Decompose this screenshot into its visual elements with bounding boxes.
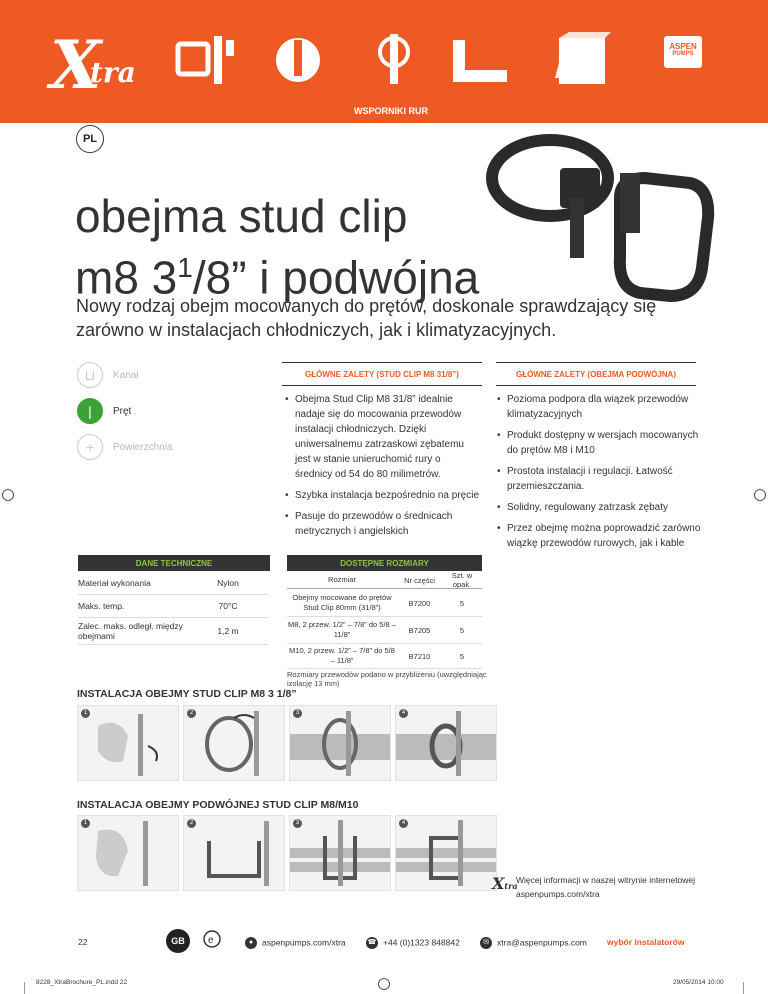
category-tag: WSPORNIKI RUR	[350, 104, 432, 118]
benefits-double-heading: GŁÓWNE ZALETY (OBEJMA PODWÓJNA)	[496, 362, 696, 386]
install-step-image: 3	[289, 705, 391, 781]
footer-phone[interactable]: ☎ +44 (0)1323 848842	[367, 937, 460, 948]
install-step-image: 4	[395, 705, 497, 781]
table-row: Materiał wykonania Nylon	[78, 572, 268, 595]
queens-award-icon	[202, 929, 222, 955]
benefits-double-list	[497, 392, 702, 557]
phone-icon: ☎	[366, 937, 378, 949]
install-step-image: 1	[77, 705, 179, 781]
install-step-image: 2	[183, 705, 285, 781]
cover-block-icon	[555, 30, 615, 90]
globe-icon: ●	[245, 937, 257, 949]
pump-icon	[170, 30, 240, 90]
table-row: Obejmy mocowane do prętów Stud Clip 80mm (31/8”) B7200 5	[287, 590, 482, 617]
svg-text:e: e	[208, 935, 214, 946]
duct-icon: ⊔	[77, 362, 103, 388]
table-row: Zalec. maks. odległ. między obejmami 1,2 m	[78, 618, 268, 645]
benefits-stud-list	[285, 392, 480, 545]
page-title: obejma stud clip m8 $3^1/8$” i podwójna	[75, 190, 480, 304]
install-stud-title: INSTALACJA OBEJMY STUD CLIP M8 3 1/8”	[77, 688, 297, 700]
tank-icon	[270, 30, 330, 90]
gb-badge: GB	[166, 929, 190, 953]
footer-web[interactable]: ● aspenpumps.com/xtra	[245, 937, 346, 949]
stud-clip-icon	[370, 30, 420, 90]
crop-mark	[743, 982, 744, 994]
install-step-image: 2	[183, 815, 285, 891]
surface-icon: +	[77, 434, 103, 460]
list-item: • Pozioma podpora dla wiązek przewodów klimatyzacyjnych	[497, 392, 702, 422]
print-date-label: 29/05/2014 10:00	[673, 979, 724, 986]
install-step-image: 3	[289, 815, 391, 891]
table-header-row: Rozmiar Nr części Szt. w opak.	[287, 572, 482, 589]
list-item: • Solidny, regulowany zatrzask zębaty	[497, 500, 702, 515]
table-row: M10, 2 przew. 1/2” – 7/8” do 5/8 – 11/8” B7210 5	[287, 644, 482, 669]
print-file-label: 8228_XtraBrochure_PL.indd 22	[36, 979, 128, 986]
sizes-heading: DOSTĘPNE ROZMIARY	[287, 555, 482, 571]
table-row: M8, 2 przew. 1/2” – 7/8” do 5/8 – 11/8” B7205 5	[287, 617, 482, 644]
footer-email[interactable]: ✉ xtra@aspenpumps.com	[480, 937, 587, 949]
page-subtitle: Nowy rodzaj obejm mocowanych do prętów, doskonale sprawdzający się zarówno w instalacjach chłodniczych, jak i klimatyzacyjnych.	[76, 296, 657, 340]
mount-option-duct: ⊔ Kanał	[77, 362, 139, 388]
list-item: • Przez obejmę można poprowadzić zarówno wiązkę przewodów rurowych, jak i kable	[497, 521, 702, 551]
list-item: • Prostota instalacji i regulacji. Łatwość przemieszczania.	[497, 464, 702, 494]
install-double-title: INSTALACJA OBEJMY PODWÓJNEJ STUD CLIP M8/M10	[77, 799, 359, 811]
install-step-image: 4	[395, 815, 497, 891]
sizes-note: Rozmiary przewodów podano w przybliżeniu (uwzględniając izolację 13 mm)	[287, 670, 487, 688]
language-badge: PL	[76, 125, 104, 153]
mount-option-surface: + Powierzchnia	[77, 434, 172, 460]
registration-mark-icon	[378, 978, 390, 990]
registration-mark-icon	[2, 489, 14, 501]
install-step-image: 1	[77, 815, 179, 891]
registration-mark-icon	[754, 489, 766, 501]
bracket-icon	[445, 30, 515, 90]
mount-option-rod: | Pręt	[77, 398, 131, 424]
email-icon: ✉	[480, 937, 492, 949]
rod-icon: |	[77, 398, 103, 424]
footer-tagline: wybór instalatorów	[607, 937, 685, 947]
product-image	[470, 128, 720, 308]
tech-data-heading: DANE TECHNICZNE	[78, 555, 270, 571]
more-info-text: Więcej informacji w naszej witrynie internetowej aspenpumps.com/xtra	[516, 875, 696, 899]
xtra-small-logo: Xtra	[492, 874, 518, 893]
list-item: • Obejma Stud Clip M8 31/8” idealnie nadaje się do mocowania przewodów instalacji chłodniczych. Dzięki uniwersalnemu zatrzaskowi zębatemu jest w stanie unieruchomić rury o średnicy od 54 do 80 milimetrów.	[285, 392, 480, 482]
page-number: 22	[78, 937, 88, 947]
xtra-logo: X tra	[50, 26, 136, 104]
crop-mark	[24, 982, 25, 994]
benefits-stud-heading: GŁÓWNE ZALETY (STUD CLIP M8 31/8”)	[282, 362, 482, 386]
list-item: • Produkt dostępny w wersjach mocowanych do prętów M8 i M10	[497, 428, 702, 458]
aspen-pumps-logo: ASPEN PUMPS	[664, 36, 702, 68]
table-row: Maks. temp. 70°C	[78, 595, 268, 618]
list-item: • Szybka instalacja bezpośrednio na pręcie	[285, 488, 480, 503]
list-item: • Pasuje do przewodów o średnicach metrycznych i angielskich	[285, 509, 480, 539]
